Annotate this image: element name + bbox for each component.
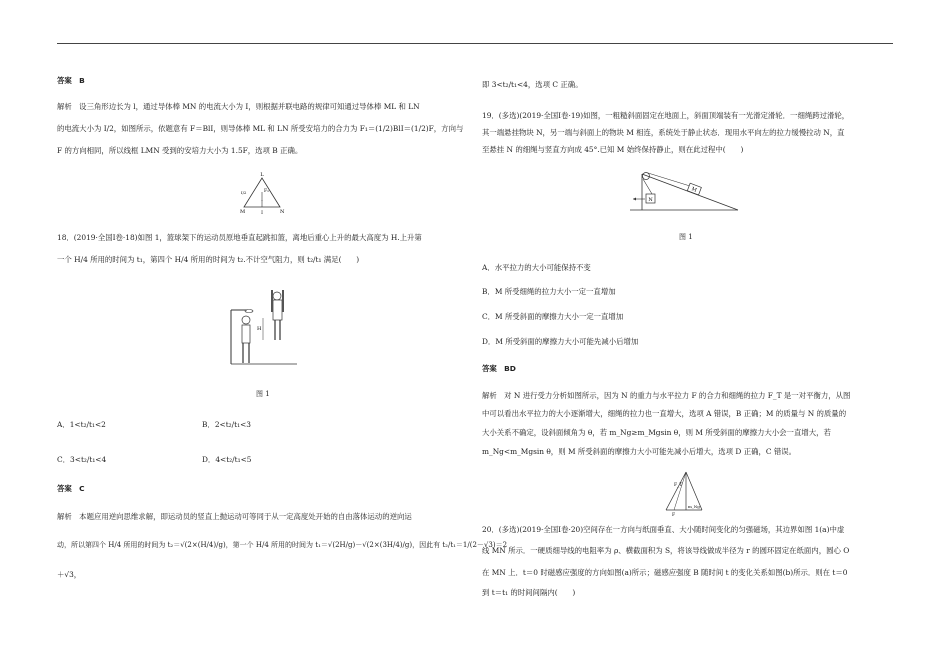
basketball-hoop-figure	[225, 280, 305, 370]
option-19-d: D．M 所受斜面的摩擦力大小可能先减小后增加	[482, 337, 639, 346]
analysis-17-line-2: 的电流大小为 I/2，如图所示，依题意有 F＝BlI，则导体棒 ML 和 LN 所受安培力的合力为 F₁＝(1/2)BlI＝(1/2)F，方向与	[57, 124, 464, 133]
label-ft: F_T	[674, 483, 683, 488]
option-18-b: B．2<t₂/t₁<3	[202, 420, 251, 429]
label-h: H	[257, 326, 262, 332]
answer-18: 答案 C	[57, 484, 85, 493]
figure-caption-q19: 图 1	[679, 233, 693, 241]
analysis-19-line-2: 中可以看出水平拉力的大小逐渐增大，细绳的拉力也一直增大，选项 A 错误，B 正确；M 的质量与 N 的质量的	[482, 409, 847, 418]
label-i-half: I/2	[241, 190, 247, 195]
answer-19: 答案 BD	[482, 364, 516, 373]
q19-line-3: 至悬挂 N 的细绳与竖直方向成 45°.已知 M 始终保持静止，则在此过程中( )	[482, 145, 744, 154]
analysis-19-line-3: 大小关系不确定，设斜面倾角为 θ，若 m_Ng≥m_Mgsin θ，则 M 所受斜面的摩擦力大小会一直增大，若	[482, 428, 831, 437]
q19-line-2: 其一端悬挂物块 N，另一端与斜面上的物块 M 相连，系统处于静止状态．现用水平向左的拉力缓慢拉动 N，直	[482, 128, 845, 137]
continuation-18: 即 3<t₂/t₁<4，选项 C 正确。	[482, 80, 583, 89]
label-mng: m_Ng	[688, 504, 700, 509]
option-18-a: A．1<t₂/t₁<2	[57, 420, 106, 429]
analysis-18-line-1: 解析 本题应用逆向思维求解，即运动员的竖直上抛运动可等同于从一定高度处开始的自由落体运动的逆向运	[57, 512, 412, 521]
label-n-block: N	[648, 197, 653, 203]
analysis-17-line-3: F 的方向相同，所以线框 LMN 受到的安培力大小为 1.5F，选项 B 正确。	[57, 146, 303, 155]
header-rule	[57, 43, 893, 44]
figure-caption-q18: 图 1	[256, 390, 270, 398]
label-m: M	[240, 209, 246, 215]
label-n: N	[280, 209, 285, 215]
label-l: L	[260, 172, 264, 178]
analysis-18-line-2: 动，所以第四个 H/4 所用的时间为 t₂＝√(2×(H/4)/g)，第一个 H/4 所用的时间为 t₁＝√(2H/g)－√(2×(3H/4)/g)，因此有 t₂/t₁＝1/(2－√3)＝2	[57, 541, 508, 549]
force-triangle-figure	[664, 468, 724, 518]
option-19-c: C．M 所受斜面的摩擦力大小一定一直增加	[482, 312, 624, 321]
analysis-19-line-4: m_Ng<m_Mgsin θ，则 M 所受斜面的摩擦力大小可能先减小后增大，选项 D 正确，C 错误。	[482, 447, 797, 456]
q18-line-2: 一个 H/4 所用的时间为 t₁，第四个 H/4 所用的时间为 t₂.不计空气阻力，则 t₂/t₁ 满足( )	[57, 255, 360, 264]
q20-line-4: 到 t＝t₁ 的时间间隔内( )	[482, 588, 576, 597]
label-f-force: F	[672, 513, 676, 518]
label-i: I	[261, 211, 263, 216]
q20-line-1: 20．(多选)(2019·全国Ⅰ卷·20)空间存在一方向与纸面垂直、大小随时间变化的匀强磁场，其边界如图 1(a)中虚	[482, 525, 845, 534]
analysis-19-line-1: 解析 对 N 进行受力分析如图所示，因为 N 的重力与水平拉力 F 的合力和细绳的拉力 F_T 是一对平衡力，从图	[482, 391, 851, 400]
incline-pulley-figure	[630, 166, 740, 216]
analysis-18-line-3: ＋√3，	[57, 570, 82, 579]
q20-line-3: 在 MN 上．t＝0 时磁感应强度的方向如图(a)所示；磁感应强度 B 随时间 t 的变化关系如图(b)所示．则在 t＝0	[482, 568, 848, 577]
q19-line-1: 19．(多选)(2019·全国Ⅰ卷·19)如图，一粗糙斜面固定在地面上，斜面顶端装有一光滑定滑轮．一细绳跨过滑轮，	[482, 111, 850, 120]
analysis-17-line-1: 解析 设三角形边长为 l，通过导体棒 MN 的电流大小为 I，则根据并联电路的规律可知通过导体棒 ML 和 LN	[57, 102, 420, 111]
answer-17: 答案 B	[57, 76, 85, 85]
label-f1: F₁	[264, 189, 269, 194]
option-19-b: B．M 所受细绳的拉力大小一定一直增加	[482, 287, 616, 296]
option-19-a: A．水平拉力的大小可能保持不变	[482, 263, 591, 272]
q20-line-2: 线 MN 所示．一硬质细导线的电阻率为 ρ、横截面积为 S，将该导线做成半径为 r 的圆环固定在纸面内，圆心 O	[482, 546, 850, 555]
q18-line-1: 18．(2019·全国Ⅰ卷·18)如图 1，篮球架下的运动员原地垂直起跳扣篮，离地后重心上升的最大高度为 H.上升第	[57, 233, 422, 242]
label-m-block: M	[690, 186, 698, 194]
option-18-c: C．3<t₂/t₁<4	[57, 455, 107, 464]
triangle-circuit-figure	[237, 170, 287, 215]
option-18-d: D．4<t₂/t₁<5	[202, 455, 252, 464]
